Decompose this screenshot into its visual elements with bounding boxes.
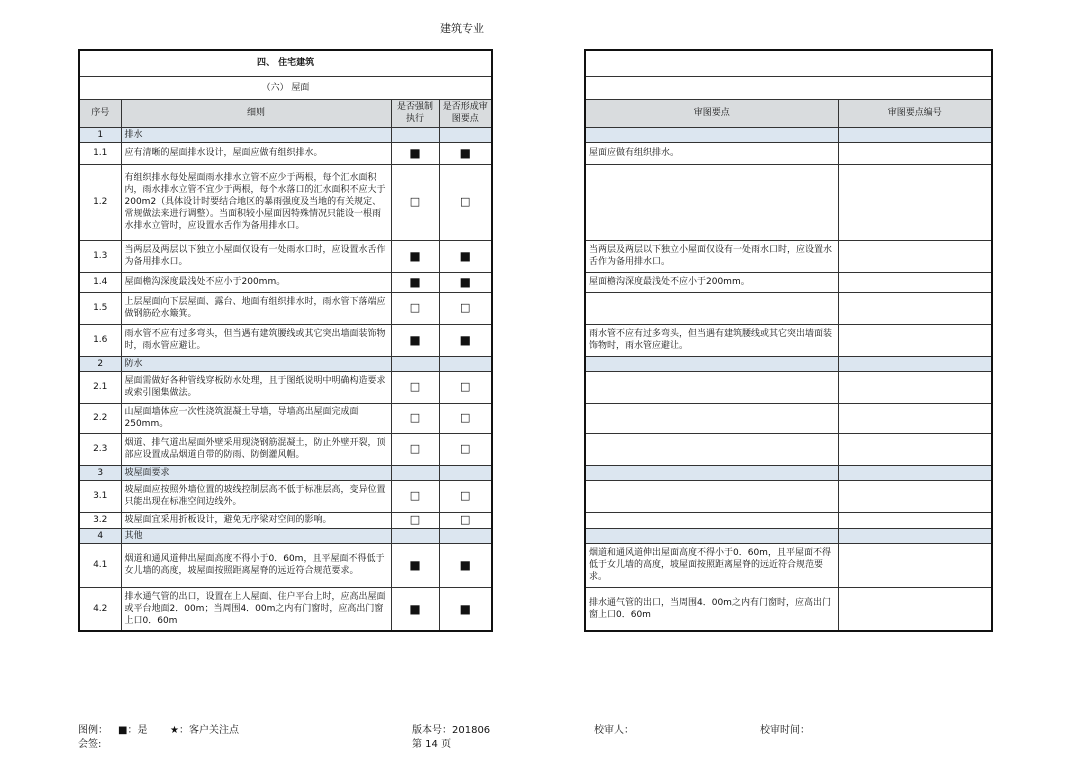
review-point-row	[585, 512, 992, 528]
row-number: 3	[79, 465, 121, 480]
review-point-text	[585, 127, 838, 142]
review-mark: □	[439, 433, 492, 465]
review-mark: ■	[439, 587, 492, 631]
row-number: 1.3	[79, 240, 121, 272]
review-point-row	[585, 142, 992, 164]
rule-row	[79, 433, 492, 465]
review-point-row	[585, 324, 992, 356]
row-number: 1.6	[79, 324, 121, 356]
rule-text: 排水	[121, 127, 391, 142]
review-mark: ■	[439, 240, 492, 272]
category-row	[585, 127, 992, 142]
review-mark	[439, 528, 492, 543]
mandatory-mark: □	[391, 480, 439, 512]
mandatory-mark: ■	[391, 587, 439, 631]
review-point-row	[585, 164, 992, 240]
mandatory-mark: ■	[391, 142, 439, 164]
mandatory-mark: ■	[391, 240, 439, 272]
rule-text: 烟道、排气道出屋面外壁采用现浇钢筋混凝土，防止外壁开裂，顶部应设置成品烟道自带的防雨、防倒灌风帽。	[121, 433, 391, 465]
mandatory-mark	[391, 356, 439, 371]
review-points-table	[584, 49, 993, 632]
version-number: 版本号：201806	[412, 725, 491, 736]
legend-item-yes: ■：是	[118, 725, 148, 736]
rule-row	[79, 272, 492, 292]
rule-text: 屋面需做好各种管线穿板防水处理，且于图纸说明中明确构造要求或索引图集做法。	[121, 371, 391, 403]
header-discipline: 建筑专业	[440, 22, 484, 35]
rule-row	[79, 240, 492, 272]
rule-text: 坡屋面应按照外墙位置的坡线控制层高不低于标准层高，变异位置只能出现在标准空间边线外。	[121, 480, 391, 512]
subsection-title: （六） 屋面	[79, 76, 492, 99]
sign-label: 会签:	[78, 739, 102, 750]
review-point-no	[838, 324, 992, 356]
col-mandatory-header: 是否强制执行	[391, 99, 439, 127]
review-mark: □	[439, 371, 492, 403]
review-point-no	[838, 272, 992, 292]
right-blank-row	[585, 50, 992, 76]
col-no-header: 序号	[79, 99, 121, 127]
review-mark	[439, 465, 492, 480]
rule-row	[79, 403, 492, 433]
review-point-no	[838, 587, 992, 631]
review-point-text	[585, 164, 838, 240]
category-row	[79, 127, 492, 142]
review-point-no	[838, 240, 992, 272]
row-number: 2.2	[79, 403, 121, 433]
review-point-no	[838, 512, 992, 528]
review-point-row	[585, 587, 992, 631]
mandatory-mark: ■	[391, 272, 439, 292]
rule-row	[79, 512, 492, 528]
rule-row	[79, 587, 492, 631]
mandatory-mark	[391, 465, 439, 480]
rule-text: 上层屋面向下层屋面、露台、地面有组织排水时，雨水管下落端应做钢筋砼水簸箕。	[121, 292, 391, 324]
review-point-text	[585, 465, 838, 480]
review-point-no	[838, 480, 992, 512]
review-mark	[439, 356, 492, 371]
review-time-label: 校审时间：	[760, 725, 810, 736]
reviewer-label: 校审人：	[594, 725, 634, 736]
mandatory-mark: □	[391, 433, 439, 465]
row-number: 1	[79, 127, 121, 142]
rule-text: 坡屋面要求	[121, 465, 391, 480]
review-point-row	[585, 292, 992, 324]
row-number: 1.1	[79, 142, 121, 164]
review-point-text	[585, 292, 838, 324]
category-row	[79, 465, 492, 480]
rule-row	[79, 324, 492, 356]
review-point-text: 当两层及两层以下独立小屋面仅设有一处雨水口时，应设置水舌作为备用排水口。	[585, 240, 838, 272]
rule-text: 当两层及两层以下独立小屋面仅设有一处雨水口时，应设置水舌作为备用排水口。	[121, 240, 391, 272]
review-point-row	[585, 543, 992, 587]
row-number: 3.2	[79, 512, 121, 528]
review-mark: □	[439, 292, 492, 324]
mandatory-mark	[391, 528, 439, 543]
row-number: 1.2	[79, 164, 121, 240]
right-blank-row	[585, 76, 992, 99]
review-mark: ■	[439, 324, 492, 356]
rule-text: 其他	[121, 528, 391, 543]
rule-text: 雨水管不应有过多弯头，但当遇有建筑腰线或其它突出墙面装饰物时，雨水管应避让。	[121, 324, 391, 356]
col-review-point-header: 审图要点	[585, 99, 838, 127]
review-point-text	[585, 356, 838, 371]
review-mark: ■	[439, 142, 492, 164]
category-row	[585, 356, 992, 371]
review-point-text: 排水通气管的出口，当周围4．00m之内有门窗时，应高出门窗上口0．60m	[585, 587, 838, 631]
review-mark: ■	[439, 272, 492, 292]
review-point-row	[585, 240, 992, 272]
rule-text: 有组织排水每处屋面雨水排水立管不应少于两根，每个汇水面积内，雨水排水立管不宜少于两根，每个水落口的汇水面积不应大于200m2（具体设计时要结合地区的暴雨强度及当地的有关规定、常规做法来进行调整）。当面积较小屋面因特殊情况只能设一根雨水排水立管时，应设置水舌作为备用排水口。	[121, 164, 391, 240]
page-number: 第 14 页	[412, 739, 452, 750]
review-point-row	[585, 480, 992, 512]
mandatory-mark: ■	[391, 543, 439, 587]
legend-item-star: ★：客户关注点	[170, 725, 239, 736]
rule-row	[79, 292, 492, 324]
row-number: 4.2	[79, 587, 121, 631]
rule-text: 山屋面墙体应一次性浇筑混凝土导墙，导墙高出屋面完成面250mm。	[121, 403, 391, 433]
legend-label: 图例：	[78, 725, 108, 736]
review-point-no	[838, 371, 992, 403]
review-mark: ■	[439, 543, 492, 587]
mandatory-mark: □	[391, 371, 439, 403]
mandatory-mark: ■	[391, 324, 439, 356]
row-number: 2.1	[79, 371, 121, 403]
review-point-row	[585, 403, 992, 433]
review-point-no	[838, 127, 992, 142]
rule-text: 坡屋面宜采用折板设计，避免无序梁对空间的影响。	[121, 512, 391, 528]
rule-row	[79, 164, 492, 240]
review-point-text: 烟道和通风道伸出屋面高度不得小于0．60m，且平屋面不得低于女儿墙的高度，坡屋面按照距离屋脊的远近符合规范要求。	[585, 543, 838, 587]
category-row	[585, 465, 992, 480]
rule-row	[79, 543, 492, 587]
mandatory-mark: □	[391, 164, 439, 240]
rule-text: 烟道和通风道伸出屋面高度不得小于0．60m，且平屋面不得低于女儿墙的高度，坡屋面按照距离屋脊的远近符合规范要求。	[121, 543, 391, 587]
row-number: 1.5	[79, 292, 121, 324]
row-number: 2	[79, 356, 121, 371]
review-point-text	[585, 480, 838, 512]
review-mark: □	[439, 403, 492, 433]
mandatory-mark	[391, 127, 439, 142]
review-point-text	[585, 512, 838, 528]
row-number: 4	[79, 528, 121, 543]
review-point-no	[838, 356, 992, 371]
col-review-point-no-header: 审图要点编号	[838, 99, 992, 127]
review-point-no	[838, 164, 992, 240]
rules-table	[78, 49, 493, 632]
col-review-header: 是否形成审图要点	[439, 99, 492, 127]
review-point-no	[838, 403, 992, 433]
review-mark: □	[439, 512, 492, 528]
col-rule-header: 细则	[121, 99, 391, 127]
review-point-no	[838, 543, 992, 587]
review-point-no	[838, 142, 992, 164]
row-number: 1.4	[79, 272, 121, 292]
review-point-text	[585, 371, 838, 403]
category-row	[79, 528, 492, 543]
rule-text: 防水	[121, 356, 391, 371]
review-point-no	[838, 292, 992, 324]
section-title: 四、 住宅建筑	[79, 50, 492, 76]
mandatory-mark: □	[391, 403, 439, 433]
row-number: 4.1	[79, 543, 121, 587]
category-row	[79, 356, 492, 371]
mandatory-mark: □	[391, 292, 439, 324]
review-point-row	[585, 371, 992, 403]
review-point-text	[585, 403, 838, 433]
review-point-row	[585, 433, 992, 465]
rule-row	[79, 480, 492, 512]
row-number: 3.1	[79, 480, 121, 512]
mandatory-mark: □	[391, 512, 439, 528]
review-point-text	[585, 528, 838, 543]
rule-text: 屋面檐沟深度最浅处不应小于200mm。	[121, 272, 391, 292]
category-row	[585, 528, 992, 543]
review-point-row	[585, 272, 992, 292]
review-point-text	[585, 433, 838, 465]
review-point-no	[838, 528, 992, 543]
review-mark: □	[439, 480, 492, 512]
rule-row	[79, 142, 492, 164]
review-point-no	[838, 433, 992, 465]
review-mark	[439, 127, 492, 142]
review-point-text: 屋面应做有组织排水。	[585, 142, 838, 164]
row-number: 2.3	[79, 433, 121, 465]
review-mark: □	[439, 164, 492, 240]
rule-row	[79, 371, 492, 403]
review-point-no	[838, 465, 992, 480]
rule-text: 排水通气管的出口，设置在上人屋面、住户平台上时，应高出屋面或平台地面2．00m；当周围4．00m之内有门窗时，应高出门窗上口0．60m	[121, 587, 391, 631]
review-point-text: 雨水管不应有过多弯头，但当遇有建筑腰线或其它突出墙面装饰物时，雨水管应避让。	[585, 324, 838, 356]
review-point-text: 屋面檐沟深度最浅处不应小于200mm。	[585, 272, 838, 292]
rule-text: 应有清晰的屋面排水设计，屋面应做有组织排水。	[121, 142, 391, 164]
